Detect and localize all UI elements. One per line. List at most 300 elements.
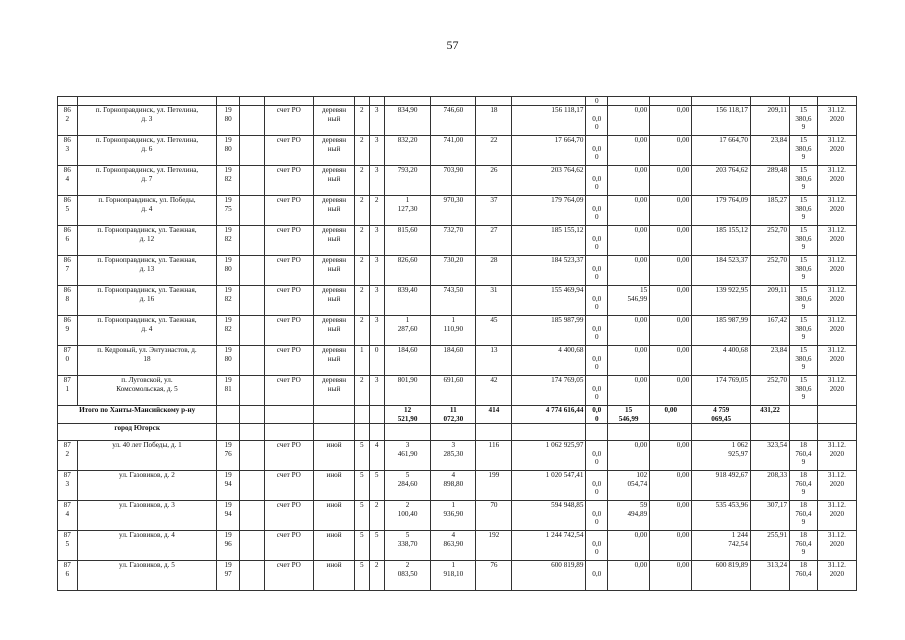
address-cell: п. Горноправдинск, ул. Петелина, д. 3 — [77, 106, 217, 136]
entrances-cell: 5 — [369, 531, 384, 561]
budget-share-cell: 0,0 0 — [586, 226, 608, 256]
residents-cell: 45 — [476, 316, 512, 346]
fund-ro-cell: 174 769,05 — [692, 376, 751, 406]
address-cell: п. Горноправдинск, ул. Таежная, д. 4 — [77, 316, 217, 346]
year-cell: 19 75 — [217, 196, 240, 226]
residents-cell: 76 — [476, 561, 512, 591]
funding-source-cell: счет РО — [264, 226, 313, 256]
residents-cell: 28 — [476, 256, 512, 286]
empty-cell — [369, 424, 384, 441]
empty-cell — [369, 406, 384, 424]
year-cell: 19 94 — [217, 471, 240, 501]
owners-funds-cell: 0,00 — [608, 166, 650, 196]
empty-cell — [817, 424, 856, 441]
residents-cell: 199 — [476, 471, 512, 501]
budget-share-cell: 0,0 0 — [586, 196, 608, 226]
floors-cell: 2 — [355, 196, 369, 226]
funding-source-cell: счет РО — [264, 316, 313, 346]
limit-cost-cell: 18 760,4 — [790, 561, 818, 591]
empty-cell — [239, 441, 264, 471]
completion-date-cell: 31.12. 2020 — [817, 376, 856, 406]
completion-date-cell: 31.12. 2020 — [817, 561, 856, 591]
limit-cost-cell: 18 760,4 9 — [790, 441, 818, 471]
total-cost-cell: 600 819,89 — [512, 561, 586, 591]
year-cell: 19 97 — [217, 561, 240, 591]
owners-funds-cell: 0,00 — [608, 106, 650, 136]
entrances-cell: 5 — [369, 471, 384, 501]
funding-source-cell: счет РО — [264, 501, 313, 531]
total-area-cell: 5 284,60 — [384, 471, 430, 501]
completion-date-cell: 31.12. 2020 — [817, 471, 856, 501]
completion-date-cell: 31.12. 2020 — [817, 531, 856, 561]
living-area-cell: 730,20 — [431, 256, 476, 286]
year-cell: 19 82 — [217, 286, 240, 316]
owners-funds-cell: 59 494,89 — [608, 501, 650, 531]
fund-ro-cell: 17 664,70 — [692, 136, 751, 166]
living-area-cell: 1 936,90 — [431, 501, 476, 531]
table-row — [58, 226, 857, 256]
budget-share-cell: 0,0 0 — [586, 376, 608, 406]
unit-cost-cell: 252,70 — [750, 376, 789, 406]
living-area-cell: 746,60 — [431, 106, 476, 136]
wall-material-cell: деревян ный — [314, 346, 355, 376]
floors-cell: 2 — [355, 256, 369, 286]
entrances-cell: 4 — [369, 441, 384, 471]
fund-ro-cell: 185 155,12 — [692, 226, 751, 256]
empty-cell — [239, 471, 264, 501]
empty-cell — [476, 424, 512, 441]
empty-cell — [790, 424, 818, 441]
residents-cell: 116 — [476, 441, 512, 471]
total-area-cell: 801,90 — [384, 376, 430, 406]
budget-share-cell: 0,0 0 — [586, 531, 608, 561]
funding-source-cell: счет РО — [264, 256, 313, 286]
owners-funds-cell: 0,00 — [608, 226, 650, 256]
entrances-cell: 3 — [369, 286, 384, 316]
table-row — [58, 531, 857, 561]
other-funds-cell: 0,00 — [650, 316, 692, 346]
funding-source-cell: счет РО — [264, 441, 313, 471]
budget-share-cell: 0,0 0 — [586, 166, 608, 196]
owners-funds-cell: 0,00 — [608, 376, 650, 406]
fund-ro-cell: 156 118,17 — [692, 106, 751, 136]
total-area-cell: 1 287,60 — [384, 316, 430, 346]
empty-cell — [355, 406, 369, 424]
residents-cell: 31 — [476, 286, 512, 316]
total-cost-cell: 4 400,68 — [512, 346, 586, 376]
year-cell: 19 82 — [217, 166, 240, 196]
table-row — [58, 196, 857, 226]
residents-cell: 22 — [476, 136, 512, 166]
living-area-cell: 4 898,80 — [431, 471, 476, 501]
wall-material-cell: деревян ный — [314, 196, 355, 226]
fund-ro-cell: 4 400,68 — [692, 346, 751, 376]
entrances-cell: 2 — [369, 561, 384, 591]
living-area-cell: 1 918,10 — [431, 561, 476, 591]
living-area-cell: 4 863,90 — [431, 531, 476, 561]
limit-cost-cell: 15 380,6 9 — [790, 256, 818, 286]
total-area-total: 12 521,90 — [384, 406, 430, 424]
floors-cell: 2 — [355, 106, 369, 136]
table-row — [58, 441, 857, 471]
total-cost-cell: 1 244 742,54 — [512, 531, 586, 561]
owners-funds-cell: 0,00 — [608, 346, 650, 376]
living-area-cell: 743,50 — [431, 286, 476, 316]
empty-cell — [431, 424, 476, 441]
budget-share-cell: 0,0 0 — [586, 256, 608, 286]
year-cell: 19 80 — [217, 256, 240, 286]
funding-source-cell: счет РО — [264, 136, 313, 166]
living-area-cell: 1 110,90 — [431, 316, 476, 346]
row-number-cell: 86 7 — [58, 256, 78, 286]
residents-cell: 42 — [476, 376, 512, 406]
address-cell: п. Горноправдинск, ул. Таежная, д. 13 — [77, 256, 217, 286]
table-row — [58, 166, 857, 196]
limit-cost-cell: 15 380,6 9 — [790, 106, 818, 136]
empty-cell — [608, 424, 650, 441]
address-cell: ул. Газовиков, д. 4 — [77, 531, 217, 561]
unit-cost-cell: 23,84 — [750, 346, 789, 376]
limit-cost-cell: 15 380,6 9 — [790, 286, 818, 316]
owners-funds-cell: 0,00 — [608, 441, 650, 471]
empty-cell — [239, 226, 264, 256]
wall-material-cell: иной — [314, 501, 355, 531]
completion-date-cell: 31.12. 2020 — [817, 346, 856, 376]
budget-share-cell: 0,0 0 — [586, 441, 608, 471]
other-funds-cell: 0,00 — [650, 286, 692, 316]
other-funds-cell: 0,00 — [650, 136, 692, 166]
unit-cost-cell: 209,11 — [750, 286, 789, 316]
table-row — [58, 286, 857, 316]
total-area-cell: 832,20 — [384, 136, 430, 166]
row-number-cell: 87 3 — [58, 471, 78, 501]
completion-date-cell: 31.12. 2020 — [817, 106, 856, 136]
completion-date-cell: 31.12. 2020 — [817, 166, 856, 196]
fund-ro-cell: 185 987,99 — [692, 316, 751, 346]
unit-cost-cell: 255,91 — [750, 531, 789, 561]
living-area-cell: 741,00 — [431, 136, 476, 166]
empty-cell — [512, 424, 586, 441]
other-funds-cell: 0,00 — [650, 531, 692, 561]
limit-cost-cell: 15 380,6 9 — [790, 196, 818, 226]
floors-cell: 5 — [355, 471, 369, 501]
total-residents: 414 — [476, 406, 512, 424]
owners-funds-cell: 0,00 — [608, 196, 650, 226]
address-cell: п. Горноправдинск, ул. Победы, д. 4 — [77, 196, 217, 226]
row-number-cell: 86 2 — [58, 106, 78, 136]
empty-cell — [586, 424, 608, 441]
total-owners-funds: 15 546,99 — [608, 406, 650, 424]
address-cell: п. Луговской, ул. Комсомольская, д. 5 — [77, 376, 217, 406]
total-area-cell: 2 100,40 — [384, 501, 430, 531]
completion-date-cell: 31.12. 2020 — [817, 196, 856, 226]
row-number-cell: 86 4 — [58, 166, 78, 196]
empty-cell — [314, 406, 355, 424]
other-funds-cell: 0,00 — [650, 501, 692, 531]
empty-cell — [817, 406, 856, 424]
total-area-cell: 2 083,50 — [384, 561, 430, 591]
empty-cell — [314, 424, 355, 441]
wall-material-cell: деревян ный — [314, 226, 355, 256]
total-area-cell: 839,40 — [384, 286, 430, 316]
year-cell: 19 76 — [217, 441, 240, 471]
budget-share-cell: 0,0 0 — [586, 136, 608, 166]
residents-cell: 13 — [476, 346, 512, 376]
unit-cost-cell: 252,70 — [750, 256, 789, 286]
other-funds-cell: 0,00 — [650, 166, 692, 196]
wall-material-cell: деревян ный — [314, 106, 355, 136]
year-cell: 19 82 — [217, 226, 240, 256]
year-cell: 19 81 — [217, 376, 240, 406]
empty-cell — [239, 406, 264, 424]
budget-share-cell: 0,0 0 — [586, 316, 608, 346]
total-cost-cell: 185 155,12 — [512, 226, 586, 256]
floors-cell: 5 — [355, 501, 369, 531]
other-funds-cell: 0,00 — [650, 561, 692, 591]
fund-ro-cell: 1 244 742,54 — [692, 531, 751, 561]
living-area-cell: 3 285,30 — [431, 441, 476, 471]
fund-ro-cell: 203 764,62 — [692, 166, 751, 196]
total-other-funds: 0,00 — [650, 406, 692, 424]
total-budget-share: 0,0 0 — [586, 406, 608, 424]
empty-cell — [239, 136, 264, 166]
limit-cost-cell: 18 760,4 9 — [790, 471, 818, 501]
fund-ro-cell: 184 523,37 — [692, 256, 751, 286]
living-area-cell: 184,60 — [431, 346, 476, 376]
living-area-cell: 703,90 — [431, 166, 476, 196]
total-unit-cost: 431,22 — [750, 406, 789, 424]
empty-cell — [239, 376, 264, 406]
floors-cell: 1 — [355, 346, 369, 376]
row-number-cell: 87 0 — [58, 346, 78, 376]
year-cell: 19 80 — [217, 106, 240, 136]
table-row — [58, 561, 857, 591]
empty-cell — [217, 424, 240, 441]
floors-cell: 5 — [355, 441, 369, 471]
address-cell: ул. Газовиков, д. 3 — [77, 501, 217, 531]
address-cell: ул. 40 лет Победы, д. 1 — [77, 441, 217, 471]
year-cell: 19 96 — [217, 531, 240, 561]
section-title: город Югорск — [58, 424, 217, 441]
completion-date-cell: 31.12. 2020 — [817, 226, 856, 256]
empty-cell — [239, 316, 264, 346]
table-row — [58, 376, 857, 406]
other-funds-cell: 0,00 — [650, 226, 692, 256]
residents-cell: 27 — [476, 226, 512, 256]
limit-cost-cell: 15 380,6 9 — [790, 226, 818, 256]
total-cost-cell: 203 764,62 — [512, 166, 586, 196]
entrances-cell: 3 — [369, 316, 384, 346]
table-row-continued — [58, 97, 857, 106]
unit-cost-cell: 167,42 — [750, 316, 789, 346]
floors-cell: 2 — [355, 226, 369, 256]
empty-cell — [239, 256, 264, 286]
row-number-cell: 87 5 — [58, 531, 78, 561]
unit-cost-cell: 185,27 — [750, 196, 789, 226]
empty-cell — [239, 106, 264, 136]
empty-cell — [239, 286, 264, 316]
fund-ro-cell: 1 062 925,97 — [692, 441, 751, 471]
total-cost-cell: 1 062 925,97 — [512, 441, 586, 471]
empty-cell — [264, 406, 313, 424]
total-area-cell: 184,60 — [384, 346, 430, 376]
floors-cell: 5 — [355, 531, 369, 561]
address-cell: ул. Газовиков, д. 2 — [77, 471, 217, 501]
fund-ro-cell: 179 764,09 — [692, 196, 751, 226]
unit-cost-cell: 323,54 — [750, 441, 789, 471]
row-number-cell: 86 6 — [58, 226, 78, 256]
total-cost: 4 774 616,44 — [512, 406, 586, 424]
total-area-living: 11 072,30 — [431, 406, 476, 424]
table-row — [58, 316, 857, 346]
limit-cost-cell: 15 380,6 9 — [790, 166, 818, 196]
wall-material-cell: деревян ный — [314, 256, 355, 286]
empty-cell — [355, 424, 369, 441]
wall-material-cell: иной — [314, 441, 355, 471]
fund-ro-cell: 600 819,89 — [692, 561, 751, 591]
entrances-cell: 3 — [369, 106, 384, 136]
row-number-cell: 86 9 — [58, 316, 78, 346]
entrances-cell: 3 — [369, 166, 384, 196]
limit-cost-cell: 18 760,4 9 — [790, 501, 818, 531]
other-funds-cell: 0,00 — [650, 441, 692, 471]
address-cell: п. Горноправдинск, ул. Таежная, д. 16 — [77, 286, 217, 316]
empty-cell — [239, 531, 264, 561]
entrances-cell: 3 — [369, 256, 384, 286]
total-area-cell: 834,90 — [384, 106, 430, 136]
empty-cell — [264, 424, 313, 441]
owners-funds-cell: 0,00 — [608, 561, 650, 591]
budget-share-cell: 0,0 0 — [586, 286, 608, 316]
residents-cell: 37 — [476, 196, 512, 226]
wall-material-cell: иной — [314, 531, 355, 561]
repair-schedule-table — [57, 96, 857, 591]
row-number-cell: 87 6 — [58, 561, 78, 591]
owners-funds-cell: 0,00 — [608, 256, 650, 286]
unit-cost-cell: 313,24 — [750, 561, 789, 591]
unit-cost-cell: 307,17 — [750, 501, 789, 531]
row-number-cell: 86 8 — [58, 286, 78, 316]
table-row — [58, 471, 857, 501]
wall-material-cell: деревян ный — [314, 316, 355, 346]
total-cost-cell: 1 020 547,41 — [512, 471, 586, 501]
empty-cell — [239, 346, 264, 376]
budget-share-cell: 0,0 — [586, 561, 608, 591]
table-row — [58, 106, 857, 136]
cell-c16 — [790, 97, 818, 106]
other-funds-cell: 0,00 — [650, 376, 692, 406]
total-cost-cell: 184 523,37 — [512, 256, 586, 286]
completion-date-cell: 31.12. 2020 — [817, 286, 856, 316]
address-cell: п. Горноправдинск, ул. Петелина, д. 7 — [77, 166, 217, 196]
section-row — [58, 424, 857, 441]
budget-share-cell: 0,0 0 — [586, 346, 608, 376]
entrances-cell: 2 — [369, 501, 384, 531]
fund-ro-cell: 139 922,95 — [692, 286, 751, 316]
year-cell: 19 82 — [217, 316, 240, 346]
wall-material-cell: деревян ный — [314, 166, 355, 196]
residents-cell: 18 — [476, 106, 512, 136]
total-area-cell: 5 338,70 — [384, 531, 430, 561]
funding-source-cell: счет РО — [264, 346, 313, 376]
total-area-cell: 815,60 — [384, 226, 430, 256]
limit-cost-cell: 15 380,6 9 — [790, 316, 818, 346]
row-number-cell: 87 2 — [58, 441, 78, 471]
year-cell: 19 80 — [217, 346, 240, 376]
table-row — [58, 501, 857, 531]
completion-date-cell: 31.12. 2020 — [817, 316, 856, 346]
residents-cell: 192 — [476, 531, 512, 561]
completion-date-cell: 31.12. 2020 — [817, 501, 856, 531]
funding-source-cell: счет РО — [264, 106, 313, 136]
funding-source-cell: счет РО — [264, 196, 313, 226]
living-area-cell: 970,30 — [431, 196, 476, 226]
empty-cell — [239, 196, 264, 226]
table-row — [58, 346, 857, 376]
empty-cell — [692, 424, 751, 441]
address-cell: п. Кедровый, ул. Энтузиастов, д. 18 — [77, 346, 217, 376]
funding-source-cell: счет РО — [264, 376, 313, 406]
empty-cell — [750, 424, 789, 441]
row-number-cell: 87 1 — [58, 376, 78, 406]
empty-cell — [790, 406, 818, 424]
budget-share-cell: 0,0 0 — [586, 471, 608, 501]
row-number-cell: 86 3 — [58, 136, 78, 166]
floors-cell: 2 — [355, 166, 369, 196]
floors-cell: 2 — [355, 376, 369, 406]
budget-share-cell: 0,0 0 — [586, 106, 608, 136]
total-fund-ro: 4 759 069,45 — [692, 406, 751, 424]
total-cost-cell: 17 664,70 — [512, 136, 586, 166]
fund-ro-cell: 535 453,96 — [692, 501, 751, 531]
other-funds-cell: 0,00 — [650, 346, 692, 376]
unit-cost-cell: 209,11 — [750, 106, 789, 136]
address-cell: п. Горноправдинск, ул. Таежная, д. 12 — [77, 226, 217, 256]
wall-material-cell: иной — [314, 561, 355, 591]
year-cell: 19 80 — [217, 136, 240, 166]
unit-cost-cell: 252,70 — [750, 226, 789, 256]
owners-funds-cell: 102 054,74 — [608, 471, 650, 501]
total-area-cell: 3 461,90 — [384, 441, 430, 471]
fund-ro-cell: 918 492,67 — [692, 471, 751, 501]
limit-cost-cell: 15 380,6 9 — [790, 376, 818, 406]
total-cost-cell: 185 987,99 — [512, 316, 586, 346]
empty-cell — [384, 424, 430, 441]
other-funds-cell: 0,00 — [650, 106, 692, 136]
table-row — [58, 256, 857, 286]
empty-cell — [217, 406, 240, 424]
floors-cell: 2 — [355, 316, 369, 346]
completion-date-cell: 31.12. 2020 — [817, 136, 856, 166]
other-funds-cell: 0,00 — [650, 256, 692, 286]
funding-source-cell: счет РО — [264, 531, 313, 561]
page-number: 57 — [446, 38, 459, 52]
budget-share-cell: 0,0 0 — [586, 501, 608, 531]
total-label: Итого по Ханты-Мансийскому р-ну — [58, 406, 217, 424]
total-cost-cell: 594 948,85 — [512, 501, 586, 531]
residents-cell: 70 — [476, 501, 512, 531]
wall-material-cell: деревян ный — [314, 376, 355, 406]
empty-cell — [239, 561, 264, 591]
entrances-cell: 3 — [369, 136, 384, 166]
completion-date-cell: 31.12. 2020 — [817, 441, 856, 471]
row-number-cell: 87 4 — [58, 501, 78, 531]
completion-date-cell: 31.12. 2020 — [817, 256, 856, 286]
total-area-cell: 826,60 — [384, 256, 430, 286]
owners-funds-cell: 0,00 — [608, 316, 650, 346]
cell-c11: 0 — [586, 97, 608, 106]
funding-source-cell: счет РО — [264, 561, 313, 591]
